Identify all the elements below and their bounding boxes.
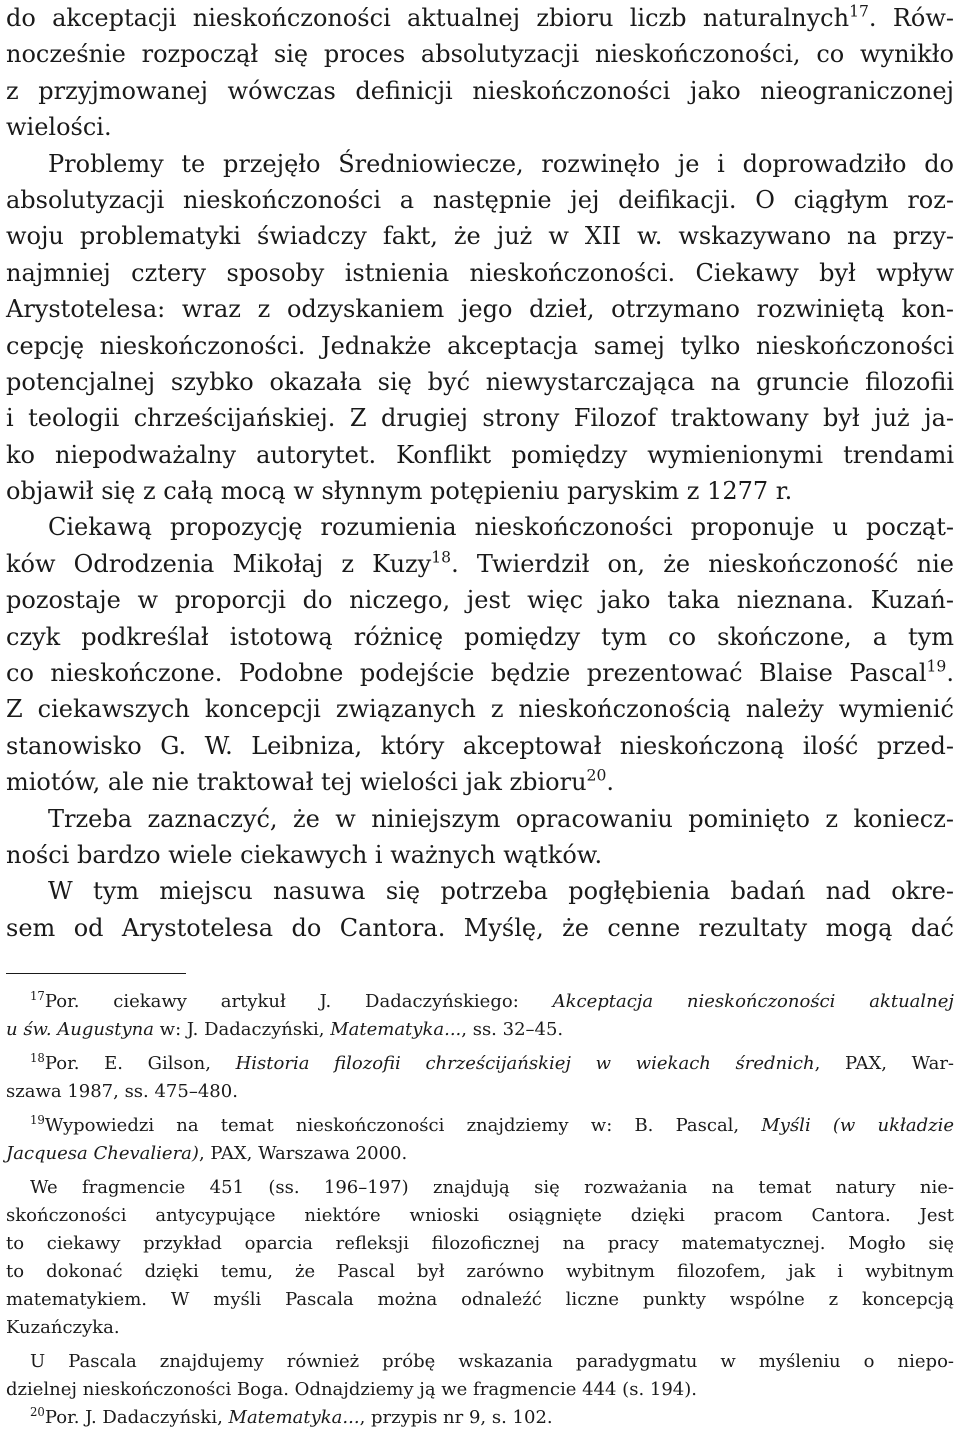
italic-text: Historia filozofii chrześcijańskiej w wiekach średnich bbox=[235, 1053, 815, 1074]
text-run: sem od Arystotelesa do Cantora. Myślę, że cenne rezultaty mogą dać bbox=[6, 913, 954, 942]
footnote-line bbox=[6, 1286, 954, 1314]
text-line bbox=[6, 473, 954, 509]
text-line bbox=[6, 255, 954, 291]
text-run: z przyjmowanej wówczas definicji nieskończoności jako nieograniczonej bbox=[6, 76, 954, 105]
text-run: , ss. 32–45. bbox=[461, 1019, 564, 1040]
text-line bbox=[6, 764, 954, 800]
text-run: Kuzańczyka. bbox=[6, 1317, 120, 1338]
text-line bbox=[6, 691, 954, 727]
text-run: . Twierdził on, że nieskończoność nie bbox=[451, 549, 954, 578]
text-line bbox=[6, 364, 954, 400]
text-run: Ciekawą propozycję rozumienia nieskończoności proponuje u począt- bbox=[48, 513, 954, 542]
footnote-mark: 19 bbox=[30, 1112, 45, 1127]
text-run: , PAX, War- bbox=[814, 1053, 955, 1074]
text-run: Z ciekawszych koncepcji związanych z nieskończonością należy wymienić bbox=[6, 695, 954, 724]
text-run: szawa 1987, ss. 475–480. bbox=[6, 1081, 238, 1102]
text-run: Wypowiedzi na temat nieskończoności znajdziemy w: B. Pascal, bbox=[44, 1115, 762, 1136]
text-run: objawił się z całą mocą w słynnym potępieniu paryskim z 1277 r. bbox=[6, 477, 793, 506]
footnote-mark: 18 bbox=[30, 1050, 45, 1065]
text-run: to ciekawy przykład oparcia refleksji filozoficznej na pracy matematycznej. Mogło się bbox=[6, 1233, 954, 1254]
footnotes bbox=[6, 988, 954, 1432]
text-run: w: J. Dadaczyński, bbox=[153, 1019, 331, 1040]
italic-text: Myśli (w układzie bbox=[761, 1115, 954, 1136]
text-line bbox=[6, 218, 954, 254]
main-text bbox=[6, 0, 954, 946]
text-run: nocześnie rozpoczął się proces absolutyzacji nieskończoności, co wynikło bbox=[6, 40, 954, 69]
text-line bbox=[6, 582, 954, 618]
italic-text: u św. Augustyna bbox=[6, 1019, 154, 1040]
text-line bbox=[6, 910, 954, 946]
text-run: cepcję nieskończoności. Jednakże akceptacja samej tylko nieskończoności bbox=[6, 331, 954, 360]
footnote-mark: 19 bbox=[926, 657, 947, 676]
text-run: to dokonać dzięki temu, że Pascal był zarówno wybitnym filozofem, jak i wybitnym bbox=[6, 1261, 954, 1282]
text-line bbox=[6, 109, 954, 145]
text-run: czyk podkreślał istotową różnicę pomiędzy tym co skończone, a tym bbox=[6, 622, 954, 651]
text-line bbox=[6, 328, 954, 364]
italic-text: Akceptacja nieskończoności aktualnej bbox=[552, 991, 954, 1012]
text-run: absolutyzacji nieskończoności a następnie jej deifikacji. O ciągłym roz- bbox=[6, 185, 954, 214]
footnote-mark: 20 bbox=[586, 766, 607, 785]
text-run: wielości. bbox=[6, 113, 112, 142]
footnote-line bbox=[6, 1016, 954, 1044]
footnote-line bbox=[6, 1348, 954, 1376]
text-run: Trzeba zaznaczyć, że w niniejszym opracowaniu pominięto z koniecz- bbox=[48, 804, 954, 833]
text-run: Por. J. Dadaczyński, bbox=[44, 1407, 229, 1428]
text-run: Por. ciekawy artykuł J. Dadaczyńskiego: bbox=[44, 991, 553, 1012]
footnote-line bbox=[6, 1112, 954, 1140]
text-run: ków Odrodzenia Mikołaj z Kuzy bbox=[6, 549, 432, 578]
footnote-line bbox=[6, 1376, 954, 1404]
text-run: skończoności antycypujące niektóre wnioski osiągnięte dzięki pracom Cantora. Jest bbox=[6, 1205, 954, 1226]
footnote-mark: 18 bbox=[431, 548, 452, 567]
text-line bbox=[6, 546, 954, 582]
text-run: Por. E. Gilson, bbox=[44, 1053, 236, 1074]
text-line bbox=[6, 182, 954, 218]
text-run: , przypis nr 9, s. 102. bbox=[359, 1407, 553, 1428]
text-run: . bbox=[946, 659, 954, 688]
text-run: ko niepodważalny autorytet. Konflikt pomiędzy wymienionymi trendami bbox=[6, 440, 954, 469]
text-run: i teologii chrześcijańskiej. Z drugiej strony Filozof traktowany był już ja- bbox=[6, 404, 954, 433]
text-line bbox=[6, 0, 954, 36]
italic-text: Matematyka... bbox=[228, 1407, 360, 1428]
footnote-line bbox=[6, 1230, 954, 1258]
text-run: co nieskończone. Podobne podejście będzie prezentować Blaise Pascal bbox=[6, 659, 927, 688]
text-run: do akceptacji nieskończoności aktualnej zbioru liczb naturalnych bbox=[6, 4, 850, 32]
text-line bbox=[6, 509, 954, 545]
footnote-line bbox=[6, 1202, 954, 1230]
text-line bbox=[6, 655, 954, 691]
footnote-line bbox=[6, 1050, 954, 1078]
text-run: Arystotelesa: wraz z odzyskaniem jego dzieł, otrzymano rozwiniętą kon- bbox=[6, 295, 954, 324]
text-run: stanowisko G. W. Leibniza, który akceptował nieskończoną ilość przed- bbox=[6, 731, 954, 760]
footnote-mark: 17 bbox=[30, 988, 45, 1003]
footnote-line bbox=[6, 988, 954, 1016]
footnote-mark: 20 bbox=[30, 1404, 45, 1419]
text-line bbox=[6, 728, 954, 764]
footnote-separator bbox=[6, 973, 186, 974]
text-line bbox=[6, 36, 954, 72]
footnote-line bbox=[6, 1258, 954, 1286]
text-line bbox=[6, 146, 954, 182]
text-run: We fragmencie 451 (ss. 196–197) znajdują się rozważania na temat natury nie- bbox=[30, 1177, 954, 1198]
text-run: , PAX, Warszawa 2000. bbox=[198, 1143, 408, 1164]
text-run: . Rów- bbox=[868, 4, 954, 32]
text-run: woju problematyki świadczy fakt, że już w XII w. wskazywano na przy- bbox=[6, 222, 954, 251]
text-run: najmniej cztery sposoby istnienia nieskończoności. Ciekawy był wpływ bbox=[6, 258, 954, 287]
text-run: miotów, ale nie traktował tej wielości jak zbioru bbox=[6, 768, 587, 797]
footnote-line bbox=[6, 1314, 954, 1342]
text-line bbox=[6, 400, 954, 436]
text-line bbox=[6, 801, 954, 837]
text-run: U Pascala znajdujemy również próbę wskazania paradygmatu w myśleniu o niepo- bbox=[30, 1351, 954, 1372]
italic-text: Jacquesa Chevaliera) bbox=[6, 1143, 199, 1164]
text-run: ności bardzo wiele ciekawych i ważnych wątków. bbox=[6, 840, 603, 869]
text-line bbox=[6, 291, 954, 327]
text-line bbox=[6, 873, 954, 909]
text-run: pozostaje w proporcji do niczego, jest więc jako taka nieznana. Kuzań- bbox=[6, 586, 954, 615]
footnote-mark: 17 bbox=[849, 2, 869, 21]
text-line bbox=[6, 837, 954, 873]
text-run: . bbox=[606, 768, 615, 797]
text-run: W tym miejscu nasuwa się potrzeba pogłębienia badań nad okre- bbox=[48, 877, 954, 906]
text-run: potencjalnej szybko okazała się być niewystarczająca na gruncie filozofii bbox=[6, 367, 954, 396]
text-run: dzielnej nieskończoności Boga. Odnajdziemy ją we fragmencie 444 (s. 194). bbox=[6, 1379, 697, 1400]
footnote-line bbox=[6, 1078, 954, 1106]
text-line bbox=[6, 437, 954, 473]
text-line bbox=[6, 619, 954, 655]
italic-text: Matematyka... bbox=[330, 1019, 462, 1040]
footnote-line bbox=[6, 1174, 954, 1202]
footnote-line bbox=[6, 1140, 954, 1168]
text-line bbox=[6, 73, 954, 109]
text-run: matematykiem. W myśli Pascala można odnaleźć liczne punkty wspólne z koncepcją bbox=[6, 1289, 954, 1310]
text-run: Problemy te przejęło Średniowiecze, rozwinęło je i doprowadziło do bbox=[48, 149, 954, 178]
